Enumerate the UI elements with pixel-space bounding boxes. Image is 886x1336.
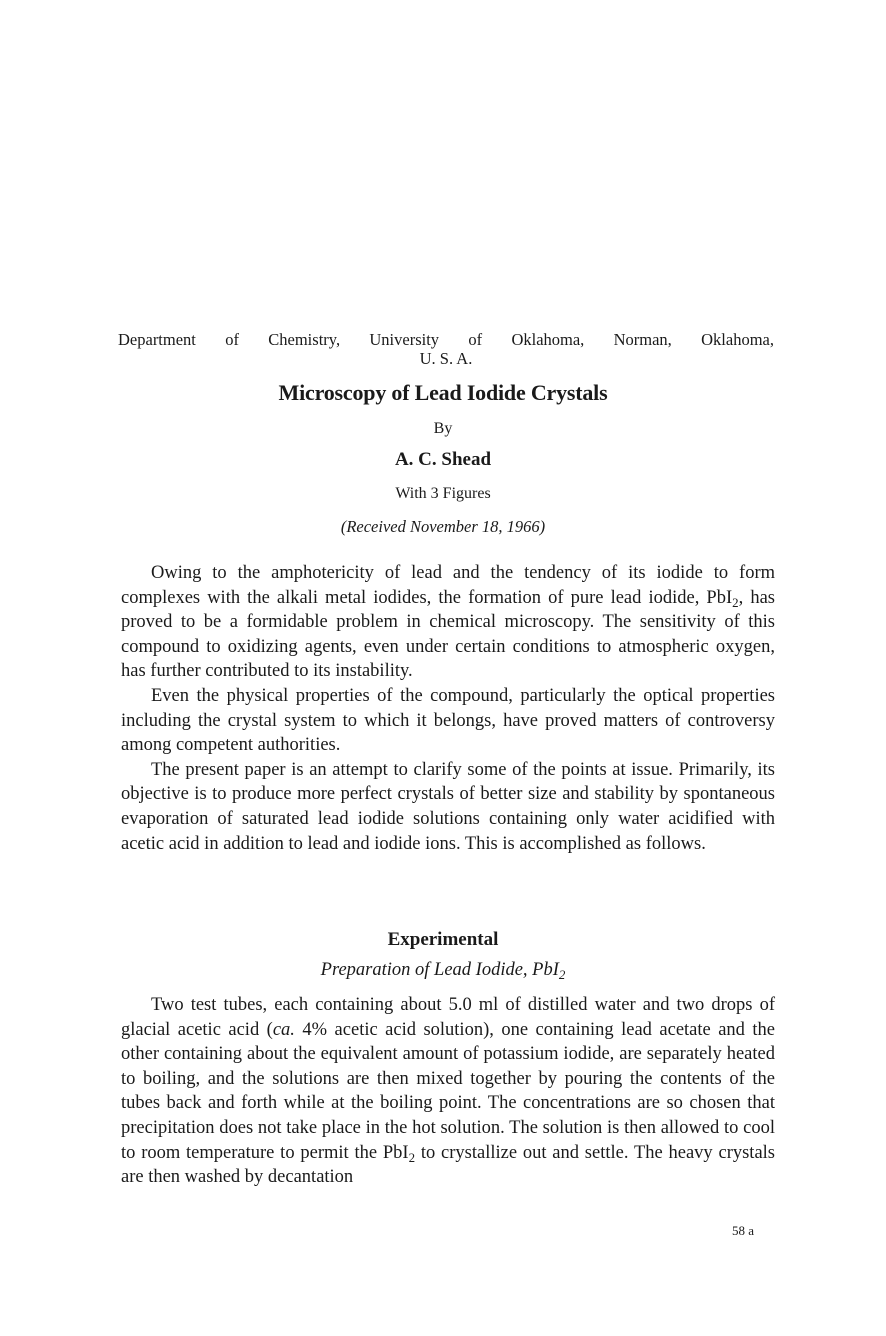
received-date: (Received November 18, 1966) [340, 517, 546, 536]
experimental-paragraph-1 [121, 993, 775, 1190]
by-label: By [433, 420, 453, 437]
author-name: A. C. Shead [394, 449, 492, 470]
introduction [121, 561, 775, 856]
experimental-section [121, 993, 775, 1190]
intro-paragraph-3: The present paper is an attempt to clarify some of the points at issue. Primarily, its objective is to produce more perfect crystals of better size and stability by spontaneous evaporation of saturated lead iodide solutions containing only water acidified with acetic acid in addition to lead and iodide ions. This is accomplished as follows. [121, 759, 775, 854]
exp-subscript: 2 [408, 1149, 416, 1165]
exp-text-a: Two test tubes, each containing about 5.0 ml of distilled water and two drops of glacial acetic acid ( [121, 995, 775, 1040]
intro-paragraph-1 [121, 561, 775, 684]
figures-note: With 3 Figures [395, 485, 491, 502]
page-mark: 58 a [731, 1223, 754, 1238]
exp-text-b: 4% acetic acid solution), one containing lead acetate and the other containing about the equivalent amount of potassium iodide, are separately heated to boiling, and the solutions are then mixed together by pouring the contents of the tubes back and forth while at the boiling point. The concentrations are so chosen that precipitation does not take place in the hot solution. The solution is then allowed to cool to room temperature to permit the PbI [121, 1019, 775, 1163]
exp-ca: ca. [272, 1019, 295, 1040]
paper-title: Microscopy of Lead Iodide Crystals [278, 380, 608, 405]
intro-p1-text-a: Owing to the amphotericity of lead and the tendency of its iodide to form complexes with the alkali metal iodides, the formation of pure lead iodide, PbI [121, 563, 775, 608]
intro-p1-subscript: 2 [732, 594, 739, 610]
intro-p1-text-b: , has proved to be a formidable problem in chemical microscopy. The sensitivity of this compound to oxidizing agents, even under certain conditions to atmospheric oxygen, has further contributed to its instability. [121, 587, 775, 682]
intro-paragraph-2: Even the physical properties of the compound, particularly the optical properties including the crystal system to which it belongs, have proved matters of controversy among competent authorities. [121, 685, 775, 756]
affiliation-line-2: U. S. A. [419, 349, 473, 368]
subsection-heading-subscript: 2 [558, 966, 566, 982]
affiliation [118, 330, 774, 368]
affiliation-line-1: Department of Chemistry, University of Oklahoma, Norman, Oklahoma, [118, 330, 774, 349]
subsection-heading [0, 960, 886, 981]
exp-text-c: to crystallize out and settle. The heavy crystals are then washed by decantation [121, 1142, 775, 1188]
subsection-heading-text: Preparation of Lead Iodide, PbI [320, 960, 559, 980]
section-heading: Experimental [387, 929, 499, 950]
